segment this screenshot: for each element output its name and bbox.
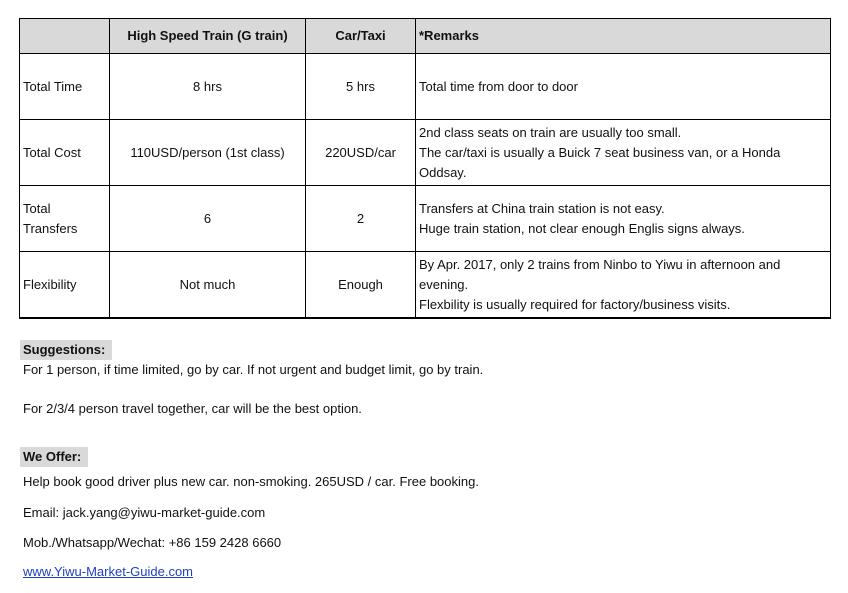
- offer-line: Help book good driver plus new car. non-smoking. 265USD / car. Free booking.: [23, 474, 479, 489]
- car-value: Enough: [306, 252, 416, 319]
- remark-line: Transfers at China train station is not easy.: [419, 200, 665, 216]
- table-row: [20, 252, 831, 319]
- remark-line: Total time from door to door: [419, 78, 578, 94]
- remark-line: By Apr. 2017, only 2 trains from Ninbo to Yiwu in afternoon and evening.: [419, 256, 781, 292]
- email-line: Email: jack.yang@yiwu-market-guide.com: [23, 505, 266, 520]
- table-row: [20, 54, 831, 120]
- header-car: Car/Taxi: [306, 19, 416, 54]
- train-value: Not much: [110, 252, 306, 319]
- table-header-row: [20, 19, 831, 54]
- phone-line: Mob./Whatsapp/Wechat: +86 159 2428 6660: [23, 535, 282, 550]
- suggestion-line: For 2/3/4 person travel together, car will be the best option.: [23, 401, 362, 416]
- remark-line: The car/taxi is usually a Buick 7 seat business van, or a Honda Oddsay.: [419, 144, 781, 180]
- website-link[interactable]: www.Yiwu-Market-Guide.com: [23, 564, 194, 579]
- train-value: 6: [110, 186, 306, 252]
- remark-line: Huge train station, not clear enough Englis signs always.: [419, 220, 745, 236]
- row-label: Total Transfers: [20, 186, 110, 252]
- remarks-cell: [416, 120, 831, 186]
- car-value: 5 hrs: [306, 54, 416, 120]
- car-value: 220USD/car: [306, 120, 416, 186]
- header-train: High Speed Train (G train): [110, 19, 306, 54]
- train-value: 110USD/person (1st class): [110, 120, 306, 186]
- website-line: [23, 562, 193, 582]
- header-remarks: *Remarks: [416, 19, 831, 54]
- table-row: [20, 120, 831, 186]
- header-corner: [20, 19, 110, 54]
- remark-line: Flexbility is usually required for factory/business visits.: [419, 296, 731, 312]
- car-value: 2: [306, 186, 416, 252]
- remarks-cell: [416, 54, 831, 120]
- row-label: Flexibility: [20, 252, 110, 319]
- we-offer-label: We Offer:: [20, 447, 88, 467]
- train-value: 8 hrs: [110, 54, 306, 120]
- suggestions-label: Suggestions:: [20, 340, 112, 360]
- comparison-table: [19, 18, 831, 319]
- row-label: Total Time: [20, 54, 110, 120]
- remarks-cell: [416, 252, 831, 319]
- remark-line: 2nd class seats on train are usually too small.: [419, 124, 682, 140]
- remarks-cell: [416, 186, 831, 252]
- table-row: [20, 186, 831, 252]
- row-label: Total Cost: [20, 120, 110, 186]
- suggestion-line: For 1 person, if time limited, go by car. If not urgent and budget limit, go by train.: [23, 362, 484, 377]
